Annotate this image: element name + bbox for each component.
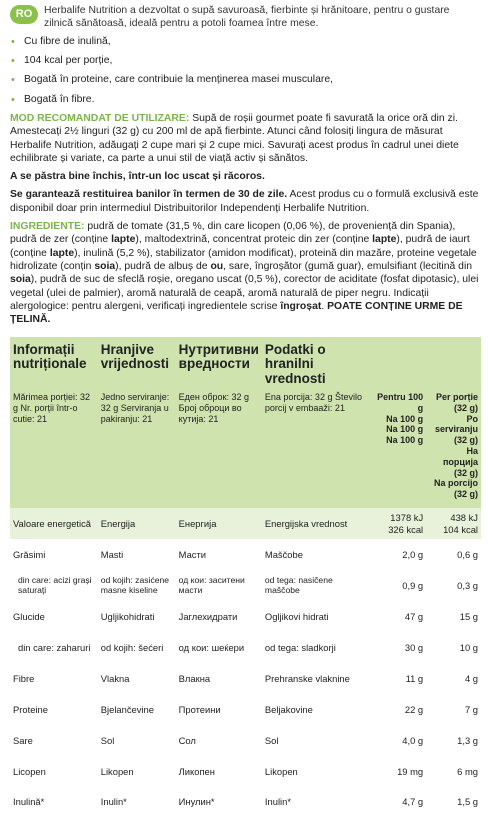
table-row: din care: acizi grași saturați od kojih: zasićene masne kiseline од кои: заситени масти od tega: nasičene maščobe 0,9 g 0,3 g xyxy=(18,574,478,595)
bullet-icon: • xyxy=(11,35,15,48)
table-subheader-row xyxy=(10,390,481,508)
intro-text: Herbalife Nutrition a dezvoltat o supă savuroasă, fierbinte și hrănitoare, pentru o gustare zilnică sănătoasă, ideală pentru a potoli foamea între mese. xyxy=(44,5,450,30)
serving-info: Еден оброк: 32 g Број оброци во кутија: 21 xyxy=(176,390,262,508)
nutrition-table xyxy=(10,337,481,816)
table-header: Informații nutriționale xyxy=(13,341,87,372)
usage-text: Supă de roșii gourmet poate fi savurată la orice oră din zi. Amestecați 2½ linguri (32 g) cu 200 ml de apă fierbinte. Atunci când folosiți lingura de măsurat Herbalife Nutrition, adăugați 2 cupe mari și 2 cupe mici. Savurați acest produs în cadrul unei diete echilibrate și variate, ca parte a unui stil de viață activ și sănătos. xyxy=(10,112,459,164)
bullet-icon: • xyxy=(11,93,15,106)
bullet-icon: • xyxy=(11,74,15,87)
table-row: Valoare energetică Energija Енергија Energijska vrednost 1378 kJ 326 kcal 438 kJ 104 kcal xyxy=(10,508,481,539)
table-row: Grăsimi Masti Масти Maščobe 2,0 g 0,6 g xyxy=(13,548,478,560)
per-100g-header: Pentru 100 g Na 100 g Na 100 g Na 100 g xyxy=(372,390,426,508)
per-portion-header: Per porție (32 g) Po serviranju (32 g) На порција (32 g) Na porcijo (32 g) xyxy=(426,390,481,508)
table-row: Inulină* Inulin* Инулин* Inulin* 4,7 g 1,5 g xyxy=(13,795,478,807)
table-row: Sare Sol Сол Sol 4,0 g 1,3 g xyxy=(13,734,478,746)
table-row: Licopen Likopen Ликопен Likopen 19 mg 6 mg xyxy=(13,765,478,777)
usage-paragraph xyxy=(10,112,481,165)
list-item: • Cu fibre de inulină, xyxy=(11,35,111,48)
guarantee-text: Acest produs cu o formulă exclusivă este disponibil doar prin intermediul Distribuitorilor Independenți Herbalife Nutrition. xyxy=(10,189,479,214)
bullet-icon: • xyxy=(11,54,15,67)
table-header: Нутритивни вредности xyxy=(178,341,259,372)
serving-info: Ena porcija: 32 g Število porcij v embaaži: 21 xyxy=(262,390,372,508)
table-row: Glucide Ugljikohidrati Јаглехидрати Ogljikovi hidrati 47 g 15 g xyxy=(13,610,478,622)
table-header: Podatki o hranilni vrednosti xyxy=(264,341,326,387)
list-item: • 104 kcal per porție, xyxy=(11,54,113,67)
list-item: • Bogată în fibre. xyxy=(11,93,95,106)
table-row: Fibre Vlakna Влакна Prehranske vlaknine 11 g 4 g xyxy=(13,672,478,684)
usage-label: MOD RECOMANDAT DE UTILIZARE: xyxy=(10,112,190,124)
serving-info: Jedno serviranje: 32 g Serviranja u pakiranju: 21 xyxy=(98,390,176,508)
benefit-list xyxy=(10,35,481,106)
table-row: din care: zaharuri od kojih: šećeri од кои: шеќери od tega: sladkorji 30 g 10 g xyxy=(18,641,478,653)
table-row: Proteine Bjelančevine Протеини Beljakovine 22 g 7 g xyxy=(13,703,478,715)
guarantee-bold: Se garantează restituirea banilor în termen de 30 de zile. xyxy=(10,189,288,201)
storage-text: A se păstra bine închis, într-un loc uscat și răcoros. xyxy=(10,171,265,183)
table-header-row xyxy=(10,337,481,391)
serving-info: Mărimea porției: 32 g Nr. porții într-o cutie: 21 xyxy=(10,390,98,508)
language-badge: RO xyxy=(10,5,38,24)
intro-section xyxy=(10,4,481,31)
guarantee-paragraph xyxy=(10,188,481,215)
ingredients-label: INGREDIENTE: xyxy=(10,221,85,233)
ingredients-paragraph: INGREDIENTE: pudră de tomate (31,5 %, din care licopen (0,06 %), de proveniență din Spania), pudră de zer (conține lapte), maltodextrină, concentrat proteic din zer (conține lapte), pudră de iaurt (conține lapte), inulină (5,2 %), stabilizator (amidon modificat), proteină din mazăre, proteine vegetale hidrolizate (conțin soia), pudră de albuș de ou, sare, îngroșător (gumă guar), emulsifiant (lecitină din soia), pudră de suc de sfeclă roșie, oregano uscat (0,5 %), corector de aciditate (fosfat dipotasic), ulei vegetal (ulei de palmier), aromă naturală de ceapă, aromă naturală de piper negru. Indicații alergologice: pentru alergeni, verificați ingredientele scrise îngroșat. POATE CONȚINE URME DE ȚELINĂ. xyxy=(10,221,479,326)
list-item: • Bogată în proteine, care contribuie la menținerea masei musculare, xyxy=(11,74,333,87)
table-header: Hranjive vrijednosti xyxy=(100,341,170,372)
